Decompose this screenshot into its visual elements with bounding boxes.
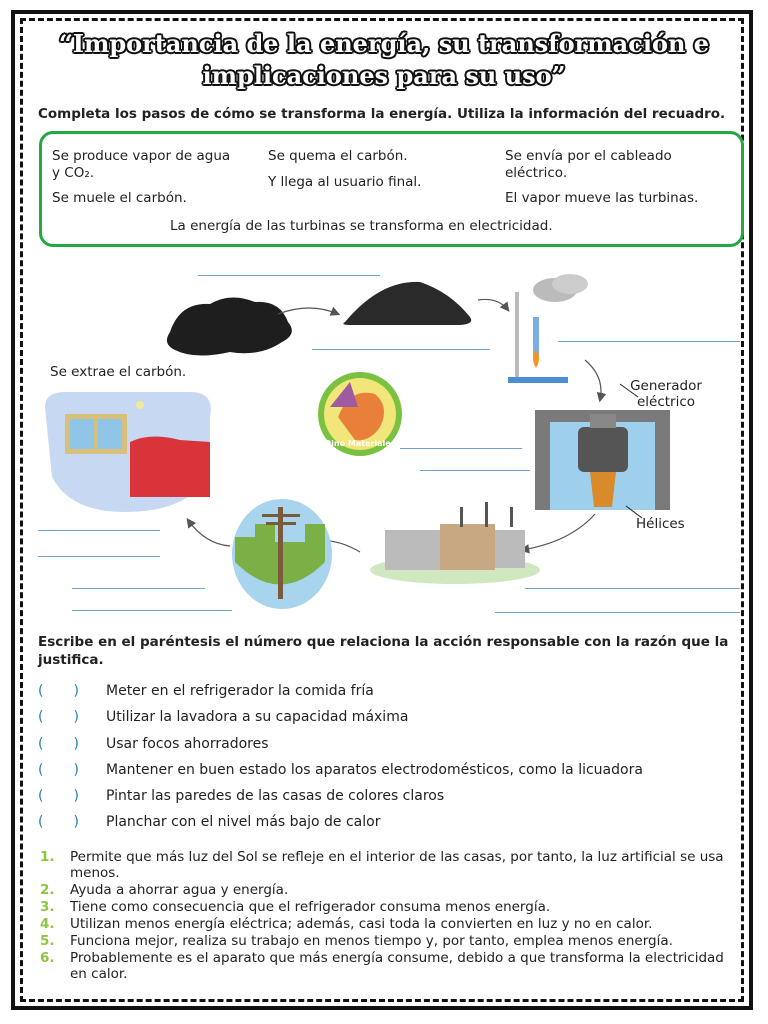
reason-number: 5.	[40, 933, 55, 949]
answer-blank-line[interactable]	[495, 612, 740, 613]
reason-item	[40, 950, 745, 982]
answer-blank-line[interactable]	[312, 349, 490, 350]
house-icon	[45, 392, 211, 512]
reason-number: 6.	[40, 950, 55, 966]
reason-item	[40, 899, 745, 915]
action-item: Pintar las paredes de las casas de colores claros	[106, 788, 445, 804]
reason-item	[40, 849, 745, 881]
answer-blank-line[interactable]	[198, 275, 380, 276]
instruction-match-numbers: Escribe en el paréntesis el número que relaciona la acción responsable con la razón que la justifica.	[38, 634, 729, 668]
reason-number: 4.	[40, 916, 55, 932]
answer-blank-line[interactable]	[400, 448, 522, 449]
action-item: Usar focos ahorradores	[106, 736, 269, 752]
reason-text: Tiene como consecuencia que el refrigerador consuma menos energía.	[70, 899, 551, 915]
box-item: Se envía por el cableado eléctrico.	[505, 148, 672, 181]
reason-text: Permite que más luz del Sol se refleje en el interior de las casas, por tanto, la luz artificial se usa menos.	[70, 849, 724, 881]
dino-materiales-logo	[318, 372, 402, 456]
reason-item	[40, 882, 745, 898]
answer-blank-line[interactable]	[38, 556, 160, 557]
reason-text: Funciona mejor, realiza su trabajo en menos tiempo y, por tanto, emplea menos energía.	[70, 933, 673, 949]
coal-pile-icon	[167, 297, 292, 355]
box-item: La energía de las turbinas se transforma en electricidad.	[170, 218, 553, 234]
box-item: Se quema el carbón.	[268, 148, 408, 164]
reason-text: Ayuda a ahorrar agua y energía.	[70, 882, 289, 898]
box-item: Y llega al usuario final.	[268, 174, 422, 190]
box-item: El vapor mueve las turbinas.	[505, 190, 699, 206]
answer-blank-line[interactable]	[72, 588, 205, 589]
answer-parenthesis[interactable]: ( )	[38, 814, 81, 830]
answer-parenthesis[interactable]: ( )	[38, 788, 81, 804]
reason-text: Utilizan menos energía eléctrica; además, casi toda la convierten en luz y no en calor.	[70, 916, 653, 932]
answer-parenthesis[interactable]: ( )	[38, 683, 81, 699]
page-title	[40, 28, 728, 92]
title-line-2: implicaciones para su uso”	[202, 61, 566, 90]
answer-blank-line[interactable]	[38, 530, 160, 531]
answer-blank-line[interactable]	[72, 610, 232, 611]
action-item: Mantener en buen estado los aparatos electrodomésticos, como la licuadora	[106, 762, 643, 778]
action-item: Planchar con el nivel más bajo de calor	[106, 814, 381, 830]
generator-icon	[535, 410, 670, 510]
burner-icon	[508, 274, 588, 383]
energy-cycle-diagram	[30, 262, 745, 612]
answer-blank-line[interactable]	[558, 341, 740, 342]
reason-text: Probablemente es el aparato que más energía consume, debido a que transforma la electricidad en calor.	[70, 950, 724, 982]
reason-number: 3.	[40, 899, 55, 915]
label-helices: Hélices	[636, 516, 685, 532]
ground-coal-icon	[343, 282, 471, 325]
box-item: Se produce vapor de agua y CO₂.	[52, 148, 231, 181]
answer-blank-line[interactable]	[420, 470, 530, 471]
label-generator: Generador eléctrico	[630, 378, 702, 410]
action-item: Utilizar la lavadora a su capacidad máxima	[106, 709, 409, 725]
reason-number: 1.	[40, 849, 55, 865]
box-item: Se muele el carbón.	[52, 190, 187, 206]
action-item: Meter en el refrigerador la comida fría	[106, 683, 374, 699]
answer-parenthesis[interactable]: ( )	[38, 709, 81, 725]
reason-number: 2.	[40, 882, 55, 898]
instruction-complete-steps: Completa los pasos de cómo se transforma la energía. Utiliza la información del recuadro.	[38, 106, 726, 122]
power-pole-icon	[232, 499, 332, 609]
label-start-extract-coal: Se extrae el carbón.	[50, 364, 187, 380]
answer-parenthesis[interactable]: ( )	[38, 762, 81, 778]
substation-icon	[370, 502, 540, 584]
title-line-1: “Importancia de la energía, su transformación e	[58, 29, 710, 58]
answer-blank-line[interactable]	[525, 588, 740, 589]
reason-item	[40, 916, 745, 932]
logo-text: Dino Materiales	[324, 439, 396, 448]
answer-parenthesis[interactable]: ( )	[38, 736, 81, 752]
reason-item	[40, 933, 745, 949]
